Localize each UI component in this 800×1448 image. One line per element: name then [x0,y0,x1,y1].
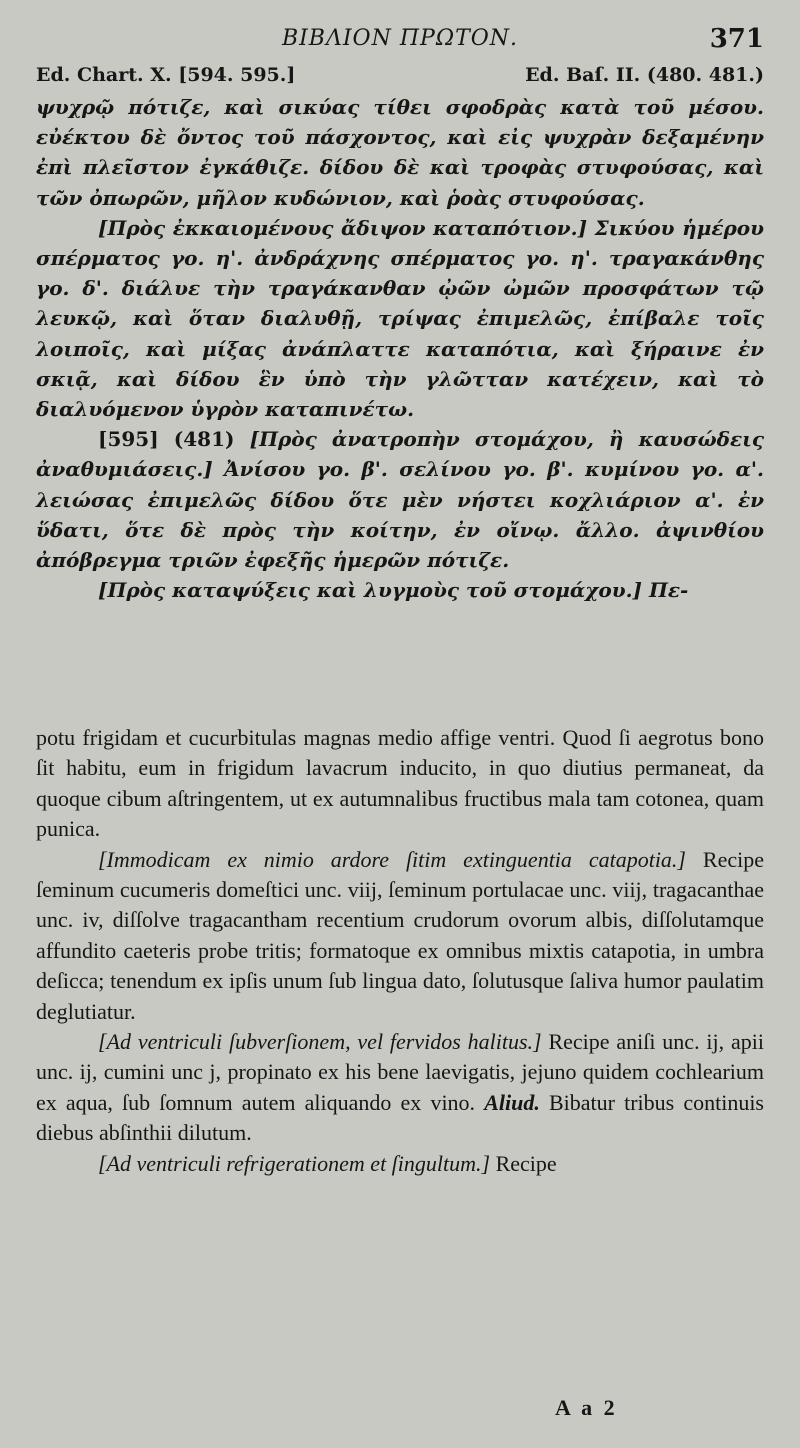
greek-recipe-heading: [Πρὸς καταψύξεις καὶ λυγμοὺς τοῦ στομάχου.] [98,578,643,603]
latin-paragraph [36,723,764,845]
latin-paragraph-text: Bibatur tribus continuis diebus abſinthii dilutum. [36,1089,764,1146]
greek-paragraph [36,213,764,424]
latin-paragraph [36,1027,764,1149]
greek-text-block [36,92,764,605]
latin-paragraph-text: Recipe aniſi unc. ij, apii unc. ij, cumini unc j, propinato ex his bene laevigatis, jejuno quidem cochlearium ex aqua, ſub ſomnum autem aliquando ex vino. [36,1029,764,1115]
running-title: ΒΙΒΛΙΟΝ ΠΡΩΤΟΝ. [281,26,519,51]
greek-paragraph [36,424,764,575]
greek-paragraph-text: Πε- [642,578,689,603]
aliud-label: Aliud. [484,1089,540,1115]
latin-recipe-heading: [Immodicam ex nimio ardore ſitim extinguentia catapotia.] [98,846,686,872]
latin-paragraph [36,845,764,1027]
edition-basel-reference: Ed. Baſ. II. (480. 481.) [525,64,764,86]
greek-paragraph-text: Ἀνίσου γο. β'. σελίνου γο. β'. κυμίνου γο. α'. λειώσας ἐπιμελῶς δίδου ὅτε μὲν νήστει κοχλιάριον α'. ἐν ὕδατι, ὅτε δὲ πρὸς τὴν κοίτην, ἐν οἴνῳ. ἄλλο. ἀψινθίου ἀπόβρεγμα τριῶν ἐφεξῆς ἡμερῶν πότιζε. [36,457,764,573]
page-markers: [595] (481) [98,427,250,452]
greek-recipe-heading: [Πρὸς ἀνατροπὴν στομάχου, ἢ καυσώδεις ἀναθυμιάσεις.] [36,427,764,482]
latin-text-block [36,723,764,1179]
latin-paragraph-text: Recipe ſeminum cucumeris domeſtici unc. viij, ſeminum portulacae unc. viij, tragacanthae unc. iv, diſſolve tragacantham recentium crudorum ovorum albis, diſſolutamque affundito caeteris probe tritis; formatoque ex omnibus mixtis catapotia, in umbra deſicca; tenendum ex ipſis unum ſub lingua dato, ſolutusque ſaliva humor paulatim deglutiatur. [36,846,764,1024]
page-number: 371 [709,24,764,54]
signature-mark: A a 2 [555,1395,618,1420]
edition-chart-reference: Ed. Chart. X. [594. 595.] [36,64,296,86]
latin-paragraph [36,1149,764,1179]
greek-paragraph [36,575,764,605]
greek-paragraph [36,92,764,213]
latin-paragraph-text: Recipe [490,1150,557,1176]
greek-recipe-heading: [Πρὸς ἐκκαιομένους ἄδιψον καταπότιον.] [98,215,588,240]
edition-reference-line [36,64,764,90]
greek-paragraph-text: ψυχρῷ πότιζε, καὶ σικύας τίθει σφοδρὰς κατὰ τοῦ μέσου. εὐέκτου δὲ ὄντος τοῦ πάσχοντος, καὶ εἰς ψυχρὰν δεξαμένην ἐπὶ πλεῖστον ἐγκάθιζε. δίδου δὲ καὶ τροφὰς στυφούσας, καὶ τῶν ὀπωρῶν, μῆλον κυδώνιον, καὶ ῥοὰς στυφούσας. [36,95,764,210]
latin-recipe-heading: [Ad ventriculi ſubverſionem, vel fervidos halitus.] [98,1029,542,1055]
latin-recipe-heading: [Ad ventriculi refrigerationem et ſingultum.] [98,1150,491,1176]
page-header [36,22,764,62]
latin-paragraph-text: potu frigidam et cucurbitulas magnas medio affige ventri. Quod ſi aegrotus bono ſit habitu, eum in frigidum lavacrum inducito, in quo diutius permaneat, da quoque cibum aſtringentem, ut ex autumnalibus fructibus mala tam cotonea, quam punica. [36,725,764,842]
greek-paragraph-text: Σικύου ἡμέρου σπέρματος γο. η'. ἀνδράχνης σπέρματος γο. η'. τραγακάνθης γο. δ'. διάλυε τὴν τραγάκανθαν ᾠῶν ὠμῶν προσφάτων τῷ λευκῷ, καὶ ὅταν διαλυθῇ, τρίψας ἐπιμελῶς, ἐπίβαλε τοῖς λοιποῖς, καὶ μίξας ἀνάπλαττε καταπότια, καὶ ξήραινε ἐν σκιᾷ, καὶ δίδου ἓν ὑπὸ τὴν γλῶτταν κατέχειν, καὶ τὸ διαλυόμενον ὑγρὸν καταπινέτω. [36,215,765,422]
